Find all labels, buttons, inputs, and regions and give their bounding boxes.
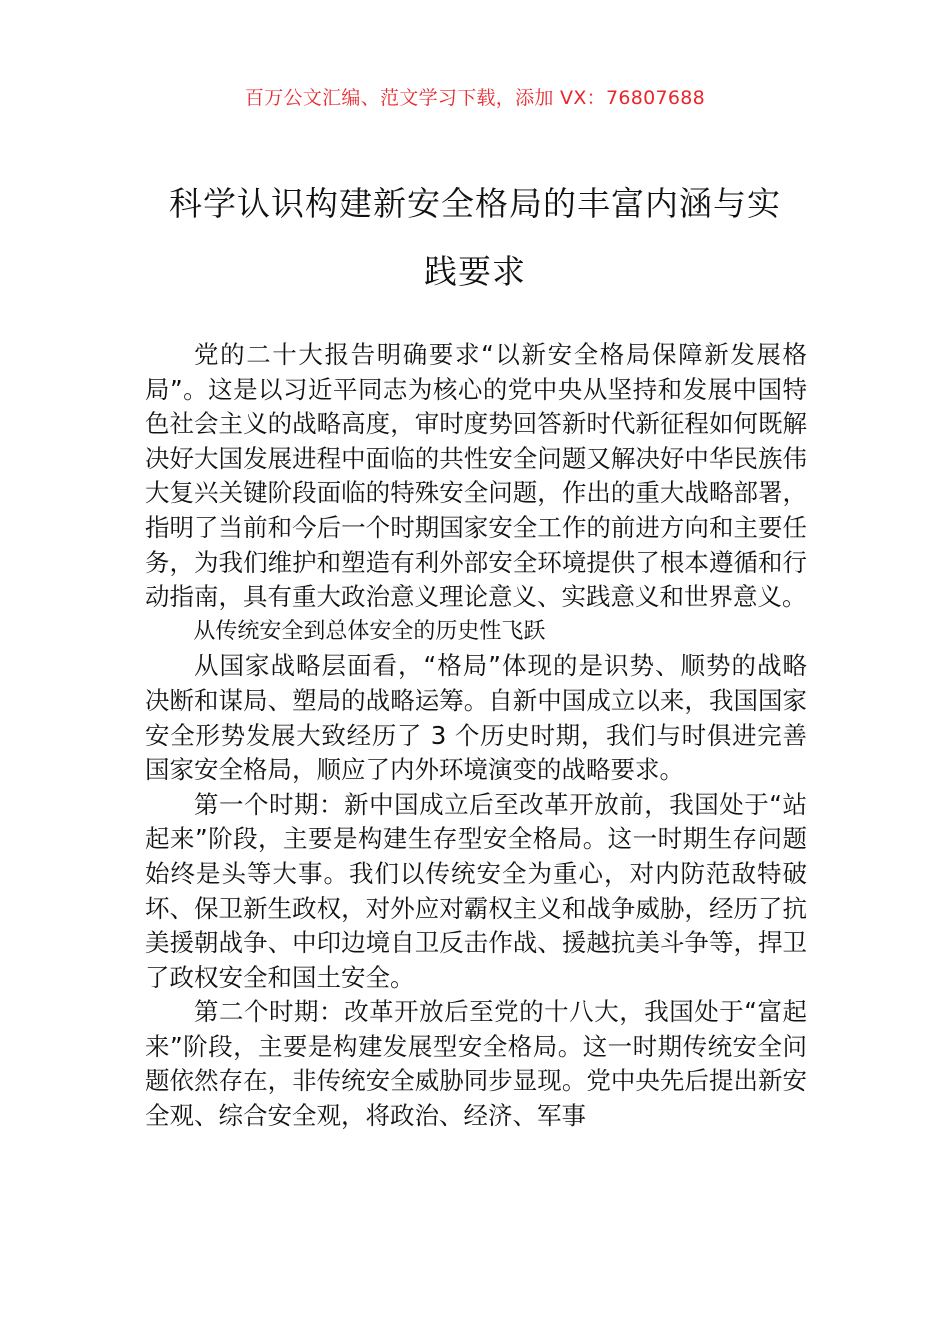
header-promo-note: 百万公文汇编、范文学习下载，添加 VX：76807688 (244, 87, 706, 109)
paragraph-4: 第二个时期：改革开放后至党的十八大，我国处于“富起来”阶段，主要是构建发展型安全格局。这一时期传统安全问题依然存在，非传统安全威胁同步显现。党中央先后提出新安全观、综合安全观，将政治、经济、军事 (145, 997, 807, 1131)
document-title (140, 170, 810, 306)
paragraph-1: 党的二十大报告明确要求“以新安全格局保障新发展格局”。这是以习近平同志为核心的党中央从坚持和发展中国特色社会主义的战略高度，审时度势回答新时代新征程如何既解决好大国发展进程中面临的共性安全问题又解决好中华民族伟大复兴关键阶段面临的特殊安全问题，作出的重大战略部署，指明了当前和今后一个时期国家安全工作的前进方向和主要任务，为我们维护和塑造有利外部安全环境提供了根本遵循和行动指南，具有重大政治意义理论意义、实践意义和世界意义。 (145, 340, 807, 612)
paragraph-2: 从国家战略层面看，“格局”体现的是识势、顺势的战略决断和谋局、塑局的战略运筹。自新中国成立以来，我国国家安全形势发展大致经历了 3 个历史时期，我们与时俱进完善国家安全格局，顺应了内外环境演变的战略要求。 (145, 651, 807, 785)
title-line-1: 科学认识构建新安全格局的丰富内涵与实 (169, 184, 781, 223)
section-subheading: 从传统安全到总体安全的历史性飞跃 (193, 618, 546, 644)
paragraph-3: 第一个时期：新中国成立后至改革开放前，我国处于“站起来”阶段，主要是构建生存型安全格局。这一时期生存问题始终是头等大事。我们以传统安全为重心，对内防范敌特破坏、保卫新生政权，对外应对霸权主义和战争威胁，经历了抗美援朝战争、中印边境自卫反击作战、援越抗美斗争等，捍卫了政权安全和国土安全。 (145, 789, 807, 992)
document-body (145, 338, 807, 1134)
title-line-2: 践要求 (424, 252, 526, 291)
